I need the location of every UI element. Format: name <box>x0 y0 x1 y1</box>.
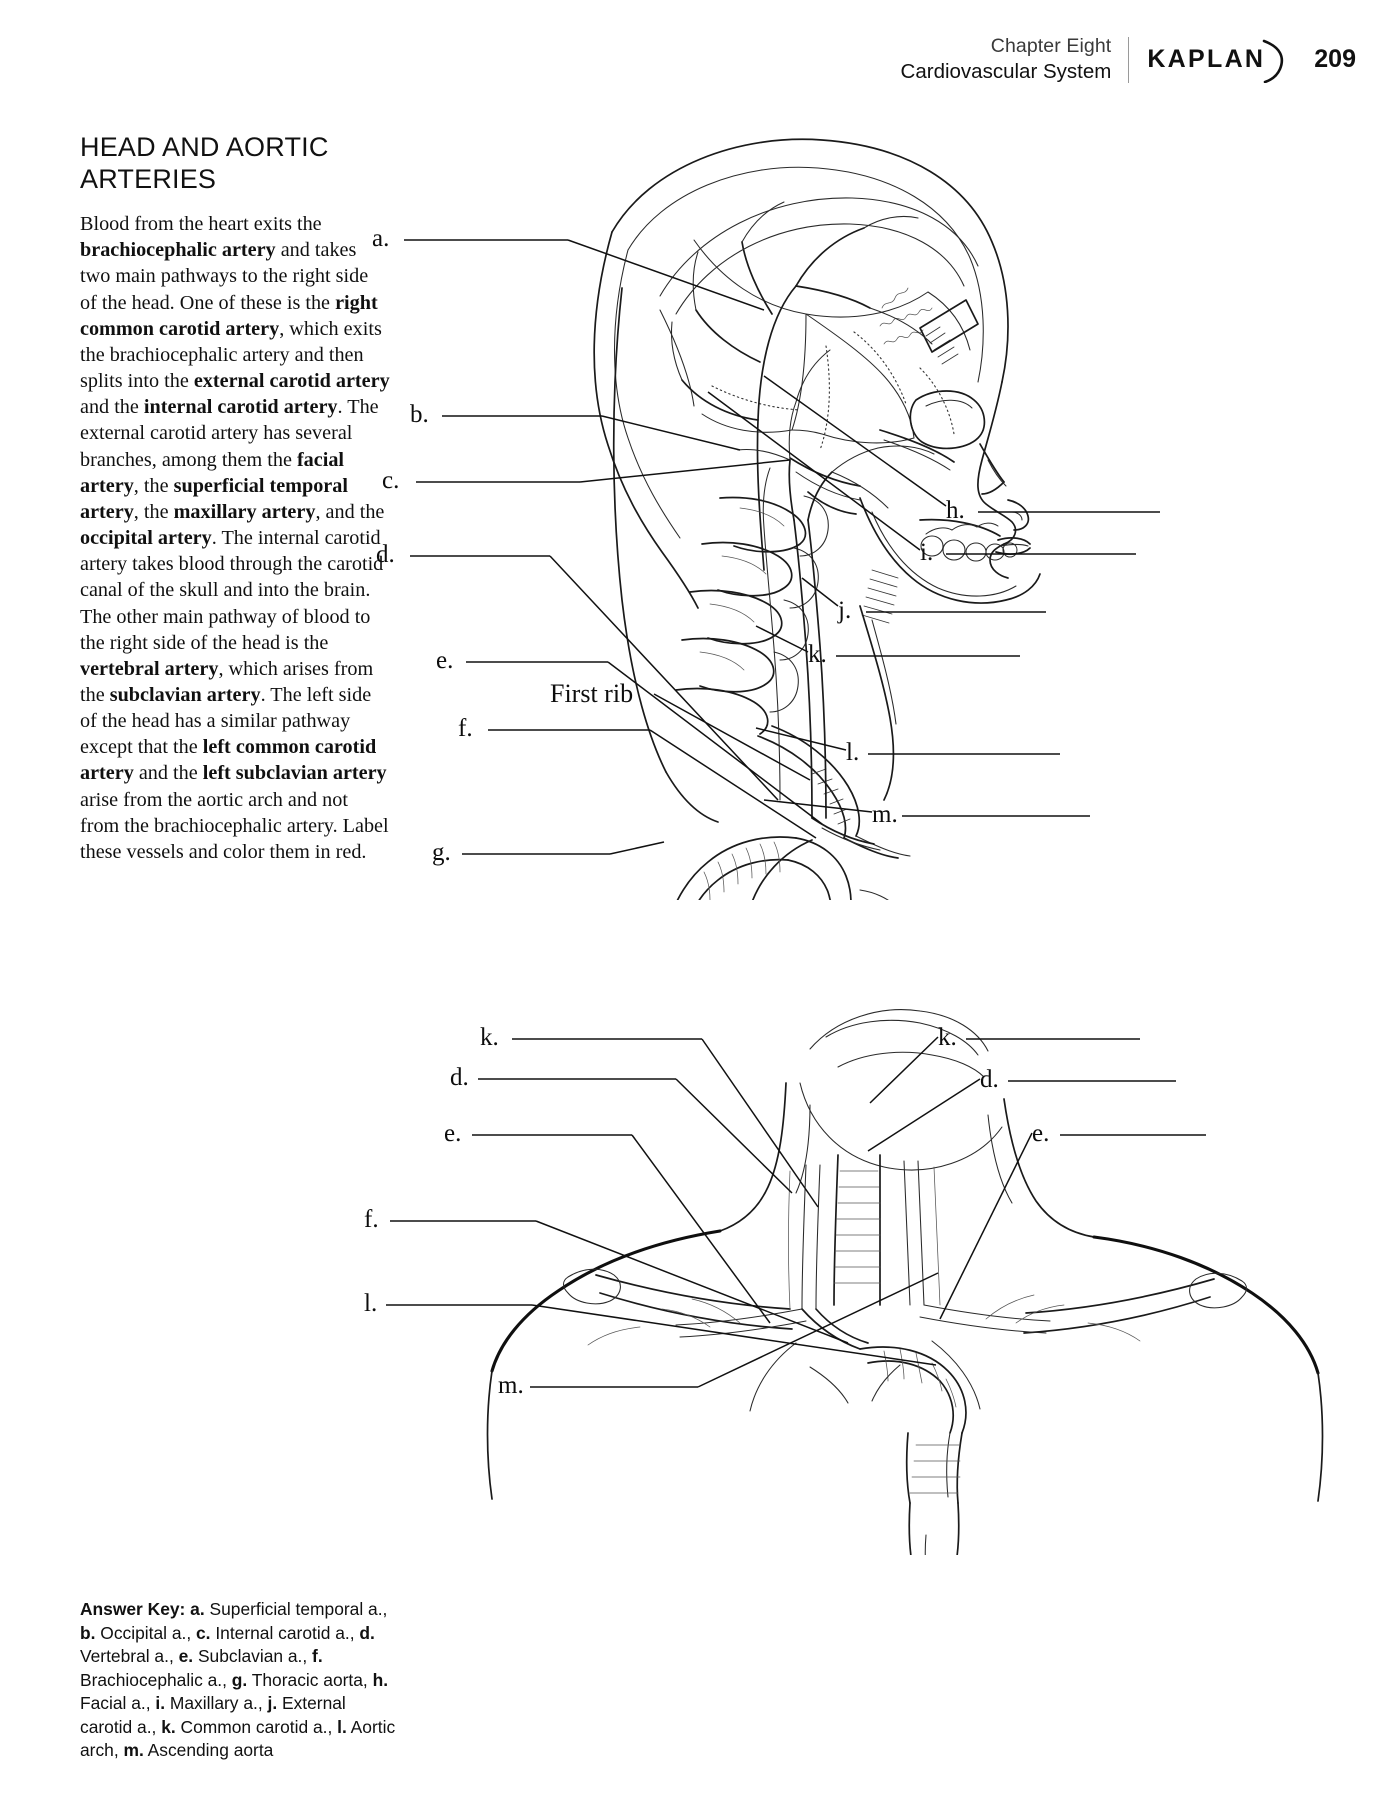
chin-and-lips <box>800 1010 1002 1170</box>
label-a-letter: a. <box>372 225 390 252</box>
thorax-label-k-left-letter: k. <box>480 1024 499 1051</box>
label-i-letter: i. <box>920 539 934 566</box>
label-c-letter: c. <box>382 467 400 494</box>
trachea <box>834 1155 880 1305</box>
label-j-letter: j. <box>838 597 852 624</box>
label-k-letter: k. <box>808 641 827 668</box>
label-b-letter: b. <box>410 401 429 428</box>
thorax-label-f-left[interactable] <box>364 1206 848 1343</box>
label-a[interactable] <box>372 225 764 310</box>
figure-head-neck-arteries <box>360 100 1370 900</box>
chapter-title: Cardiovascular System <box>900 60 1112 84</box>
cerebral-arteries <box>660 198 978 570</box>
chapter-label: Chapter Eight <box>990 35 1112 57</box>
thorax-label-d-right-letter: d. <box>980 1066 999 1093</box>
thorax-label-d-left[interactable] <box>450 1064 792 1193</box>
thorax-label-d-right[interactable] <box>868 1066 1176 1151</box>
first-rib-label: First rib <box>550 679 634 708</box>
label-m-letter: m. <box>872 801 898 828</box>
label-g[interactable] <box>432 839 664 866</box>
running-header <box>901 34 1356 86</box>
head-neck-illustration <box>360 100 1370 900</box>
label-l-leader <box>756 728 846 750</box>
shoulder-contour <box>488 1231 1323 1501</box>
label-d-leader <box>550 556 778 800</box>
thorax-label-m-left-letter: m. <box>498 1372 524 1399</box>
header-divider <box>1128 37 1129 83</box>
label-e-letter: e. <box>436 647 454 674</box>
label-h[interactable] <box>764 376 1160 524</box>
thorax-label-l-left-leader <box>532 1305 936 1365</box>
thorax-label-d-left-letter: d. <box>450 1064 469 1091</box>
kaplan-logo <box>1147 37 1288 83</box>
label-i-leader <box>708 392 920 550</box>
label-g-letter: g. <box>432 839 451 866</box>
thorax-label-e-left-leader <box>632 1135 770 1323</box>
label-f[interactable] <box>458 715 816 838</box>
thorax-label-k-right-letter: k. <box>938 1024 957 1051</box>
label-b[interactable] <box>410 401 740 450</box>
label-k-leader <box>756 626 808 652</box>
label-e[interactable] <box>436 647 822 824</box>
thorax-label-k-right[interactable] <box>870 1024 1140 1103</box>
label-k[interactable] <box>756 626 1020 668</box>
label-c[interactable] <box>382 460 790 494</box>
label-i[interactable] <box>708 392 1136 566</box>
label-j[interactable] <box>802 578 1046 624</box>
great-vessels <box>588 1161 1140 1555</box>
neck-outline <box>720 1083 1094 1237</box>
article-column <box>80 132 390 865</box>
label-b-leader <box>602 416 740 450</box>
thorax-label-e-right-letter: e. <box>1032 1120 1050 1147</box>
label-f-leader <box>650 730 816 838</box>
thorax-label-e-right-leader <box>940 1133 1032 1319</box>
thorax-illustration <box>340 975 1370 1555</box>
thorax-label-f-left-leader <box>536 1221 848 1343</box>
kaplan-swoosh-icon <box>1262 37 1288 83</box>
neck-arteries <box>738 350 934 850</box>
kaplan-wordmark: KAPLAN <box>1147 45 1266 74</box>
label-h-leader <box>764 376 946 506</box>
label-d-letter: d. <box>376 541 395 568</box>
thorax-label-l-left[interactable] <box>364 1290 936 1365</box>
upper-thorax-bones <box>750 1341 980 1411</box>
thorax-label-e-left-letter: e. <box>444 1120 462 1147</box>
skull-hatching <box>920 300 978 364</box>
running-header-text <box>901 34 1129 86</box>
label-m[interactable] <box>764 800 1090 828</box>
thorax-label-m-left-leader <box>698 1273 938 1387</box>
thorax-label-k-left-leader <box>702 1039 818 1207</box>
thorax-label-k-right-leader <box>870 1037 938 1103</box>
figure-thorax-great-vessels <box>340 975 1370 1555</box>
thorax-label-d-left-leader <box>676 1079 792 1193</box>
answer-key: Answer Key: a. Superficial temporal a., b. Occipital a., c. Internal carotid a., d. Vertebral a., e. Subclavian a., f. Brachiocephalic a., g. Thoracic aorta, h. Facial a., i. Maxillary a., j. External carotid a., k. Common carotid a., l. Aortic arch, m. Ascending aorta <box>80 1599 396 1761</box>
facial-skeleton <box>790 391 1040 623</box>
thorax-label-k-left[interactable] <box>480 1024 818 1207</box>
article-body: Blood from the heart exits the brachiocephalic artery and takes two main pathways to the right side of the head. One of these is the right common carotid artery, which exits the brachiocephalic artery and then splits into the external carotid artery and the internal carotid artery. The external carotid artery has several branches, among them the facial artery, the superficial temporal artery, the maxillary artery, and the occipital artery. The internal carotid artery takes blood through the carotid canal of the skull and into the brain. The other main pathway of blood to the right side of the head is the vertebral artery, which arises from the subclavian artery. The left side of the head has a similar pathway except that the left common carotid artery and the left subclavian artery arise from the aortic arch and not from the brachiocephalic artery. Label these vessels and color them in red. <box>80 213 390 863</box>
skull-sutures <box>660 240 970 450</box>
page-title: HEAD AND AORTIC ARTERIES <box>80 132 329 194</box>
label-g-leader <box>610 842 664 854</box>
label-h-letter: h. <box>946 497 965 524</box>
label-l-letter: l. <box>846 739 860 766</box>
thorax-label-d-right-leader <box>868 1079 980 1151</box>
cervical-vertebrae <box>676 496 828 734</box>
page-number: 209 <box>1314 45 1356 74</box>
label-f-letter: f. <box>458 715 473 742</box>
thorax-label-f-left-letter: f. <box>364 1206 379 1233</box>
thorax-label-l-left-letter: l. <box>364 1290 378 1317</box>
label-e-leader <box>608 662 822 824</box>
thorax-label-e-right[interactable] <box>940 1120 1206 1319</box>
